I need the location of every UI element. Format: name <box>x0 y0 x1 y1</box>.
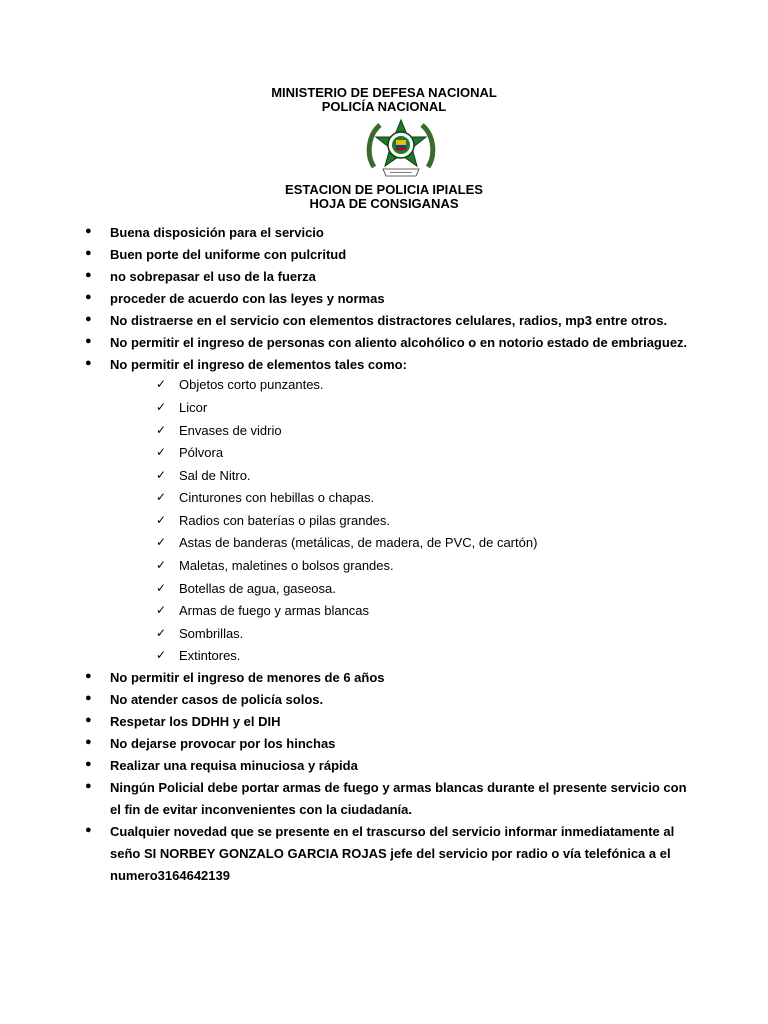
sheet-title: HOJA DE CONSIGANAS <box>309 196 459 211</box>
check-icon: ✓ <box>156 648 167 662</box>
police-title: POLICÍA NACIONAL <box>321 99 447 114</box>
ministry-title: MINISTERIO DE DEFESA NACIONAL <box>271 85 497 100</box>
bullet-icon: ● <box>85 692 92 704</box>
bullet-icon: ● <box>85 357 92 369</box>
bullet-icon: ● <box>85 269 92 281</box>
check-icon: ✓ <box>156 468 167 482</box>
bullet-icon: ● <box>85 758 92 770</box>
check-icon: ✓ <box>156 445 167 459</box>
check-icon: ✓ <box>156 581 167 595</box>
bullet-icon: ● <box>85 335 92 347</box>
bullet-icon: ● <box>85 780 92 792</box>
bullet-icon: ● <box>85 313 92 325</box>
check-icon: ✓ <box>156 423 167 437</box>
bullet-icon: ● <box>85 225 92 237</box>
station-title: ESTACION DE POLICIA IPIALES <box>285 182 483 197</box>
check-icon: ✓ <box>156 603 167 617</box>
bullet-icon: ● <box>85 291 92 303</box>
check-icon: ✓ <box>156 558 167 572</box>
bullet-icon: ● <box>85 824 92 836</box>
check-icon: ✓ <box>156 535 167 549</box>
check-icon: ✓ <box>156 626 167 640</box>
bullet-icon: ● <box>85 736 92 748</box>
bullet-icon: ● <box>85 670 92 682</box>
check-icon: ✓ <box>156 377 167 391</box>
check-icon: ✓ <box>156 400 167 414</box>
bullet-icon: ● <box>85 714 92 726</box>
check-icon: ✓ <box>156 513 167 527</box>
bullet-icon: ● <box>85 247 92 259</box>
police-seal-icon <box>366 117 436 179</box>
check-icon: ✓ <box>156 490 167 504</box>
